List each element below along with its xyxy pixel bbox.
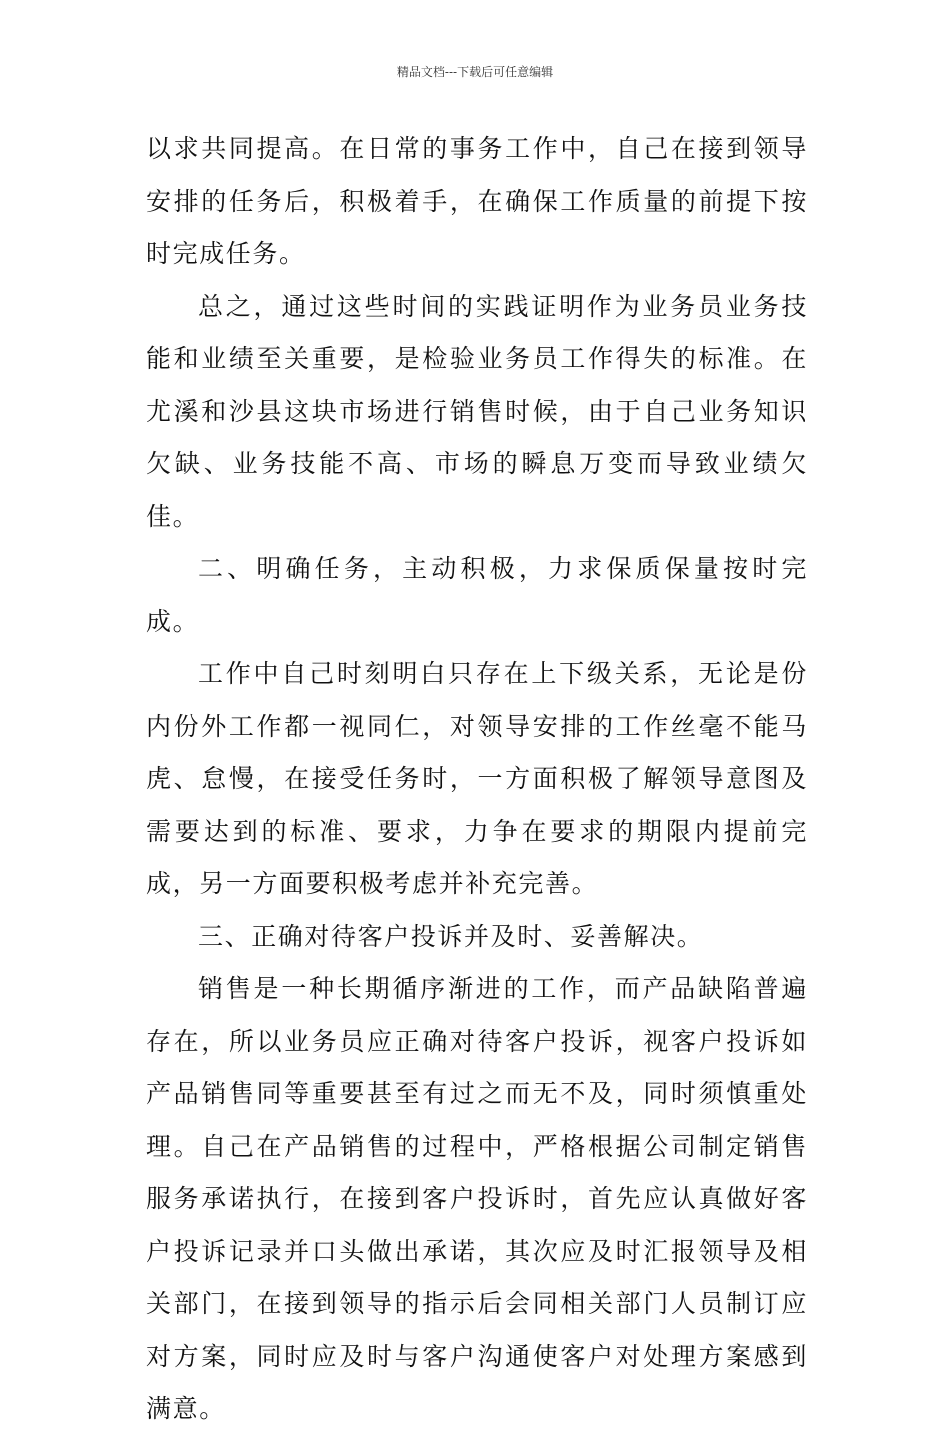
paragraph-complaints: 销售是一种长期循序渐进的工作，而产品缺陷普遍存在，所以业务员应正确对待客户投诉，视客户投诉如产品销售同等重要甚至有过之而无不及，同时须慎重处理。自己在产品销售的过程中，严格根据公司制定销售服务承诺执行，在接到客户投诉时，首先应认真做好客户投诉记录并口头做出承诺，其次应及时汇报领导及相关部门，在接到领导的指示后会同相关部门人员制订应对方案，同时应及时与客户沟通使客户对处理方案感到满意。 (146, 974, 808, 1423)
paragraph-summary: 总之，通过这些时间的实践证明作为业务员业务技能和业绩至关重要，是检验业务员工作得失的标准。在尤溪和沙县这块市场进行销售时候，由于自己业务知识欠缺、业务技能不高、市场的瞬息万变而导致业绩欠佳。 (146, 291, 808, 531)
section-heading-three: 三、正确对待客户投诉并及时、妥善解决。 (198, 921, 704, 951)
document-body (146, 123, 808, 1436)
paragraph-continued: 以求共同提高。在日常的事务工作中，自己在接到领导安排的任务后，积极着手，在确保工作质量的前提下按时完成任务。 (146, 134, 808, 268)
paragraph-tasks: 工作中自己时刻明白只存在上下级关系，无论是份内份外工作都一视同仁，对领导安排的工作丝毫不能马虎、怠慢，在接受任务时，一方面积极了解领导意图及需要达到的标准、要求，力争在要求的期限内提前完成，另一方面要积极考虑并补充完善。 (146, 659, 808, 898)
section-heading-two: 二、明确任务，主动积极，力求保质保量按时完成。 (146, 554, 808, 636)
page-header: 精品文档---下载后可任意编辑 (396, 65, 554, 79)
